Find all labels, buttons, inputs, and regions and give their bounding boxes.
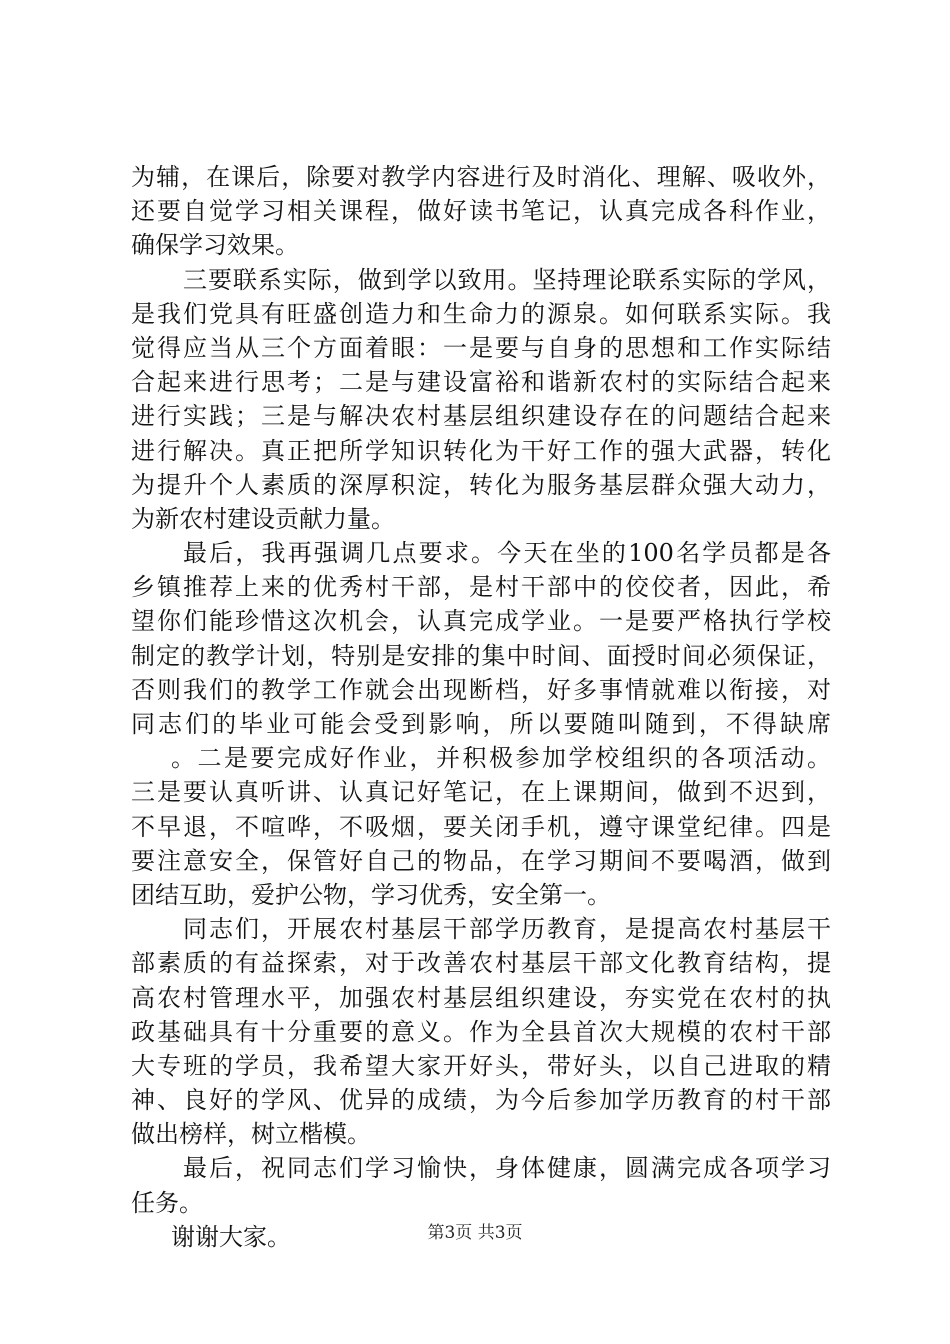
document-line: 同志们，开展农村基层干部学历教育，是提高农村基层干 <box>183 915 831 944</box>
document-line: 为提升个人素质的深厚积淀，转化为服务基层群众强大动力， <box>131 470 831 499</box>
document-line: 为辅，在课后，除要对教学内容进行及时消化、理解、吸收外， <box>131 163 831 191</box>
document-body <box>131 160 831 1254</box>
document-line: 望你们能珍惜这次机会，认真完成学业。一是要严格执行学校 <box>131 607 831 636</box>
document-line: 做出榜样，树立楷模。 <box>131 1120 371 1149</box>
document-line: 不早退，不喧哗，不吸烟，要关闭手机，遵守课堂纪律。四是 <box>131 812 831 841</box>
document-line: 最后，祝同志们学习愉快，身体健康，圆满完成各项学习 <box>183 1154 831 1183</box>
document-line: 谢谢大家。 <box>171 1222 291 1251</box>
document-line: 三是要认真听讲、认真记好笔记，在上课期间，做到不迟到， <box>131 778 831 807</box>
document-line: 制定的教学计划，特别是安排的集中时间、面授时间必须保证， <box>131 641 831 670</box>
document-line: 是我们党具有旺盛创造力和生命力的源泉。如何联系实际。我 <box>131 299 831 328</box>
document-line: 神、良好的学风、优异的成绩，为今后参加学历教育的村干部 <box>131 1086 831 1115</box>
document-line: 三要联系实际，做到学以致用。坚持理论联系实际的学风， <box>183 265 831 294</box>
document-line: 政基础具有十分重要的意义。作为全县首次大规模的农村干部 <box>131 1017 831 1046</box>
document-line: 部素质的有益探索，对于改善农村基层干部文化教育结构，提 <box>131 949 831 978</box>
document-line: 大专班的学员，我希望大家开好头，带好头，以自己进取的精 <box>131 1051 831 1080</box>
document-line: 否则我们的教学工作就会出现断档，好多事情就难以衔接，对 <box>131 675 831 704</box>
document-line: 确保学习效果。 <box>131 231 299 260</box>
page-footer: 第3页 共3页 <box>427 1223 523 1243</box>
document-line: 进行解决。真正把所学知识转化为干好工作的强大武器，转化 <box>131 436 831 465</box>
document-line: 乡镇推荐上来的优秀村干部，是村干部中的佼佼者，因此，希 <box>131 573 831 602</box>
document-line: 高农村管理水平，加强农村基层组织建设，夯实党在农村的执 <box>131 983 831 1012</box>
document-line: 为新农村建设贡献力量。 <box>131 504 395 533</box>
document-line: 。二是要完成好作业，并积极参加学校组织的各项活动。 <box>171 744 831 773</box>
document-line: 任务。 <box>131 1188 203 1217</box>
document-line: 同志们的毕业可能会受到影响，所以要随叫随到，不得缺席 <box>131 710 831 738</box>
document-line: 最后，我再强调几点要求。今天在坐的100名学员都是各 <box>183 539 831 568</box>
document-line: 团结互助，爱护公物，学习优秀，安全第一。 <box>131 880 611 909</box>
document-line: 要注意安全，保管好自己的物品，在学习期间不要喝酒，做到 <box>131 846 831 875</box>
document-line: 合起来进行思考；二是与建设富裕和谐新农村的实际结合起来 <box>131 368 831 397</box>
document-line: 还要自觉学习相关课程，做好读书笔记，认真完成各科作业， <box>131 197 831 226</box>
document-line: 进行实践；三是与解决农村基层组织建设存在的问题结合起来 <box>131 402 831 431</box>
document-line: 觉得应当从三个方面着眼：一是要与自身的思想和工作实际结 <box>131 333 831 362</box>
